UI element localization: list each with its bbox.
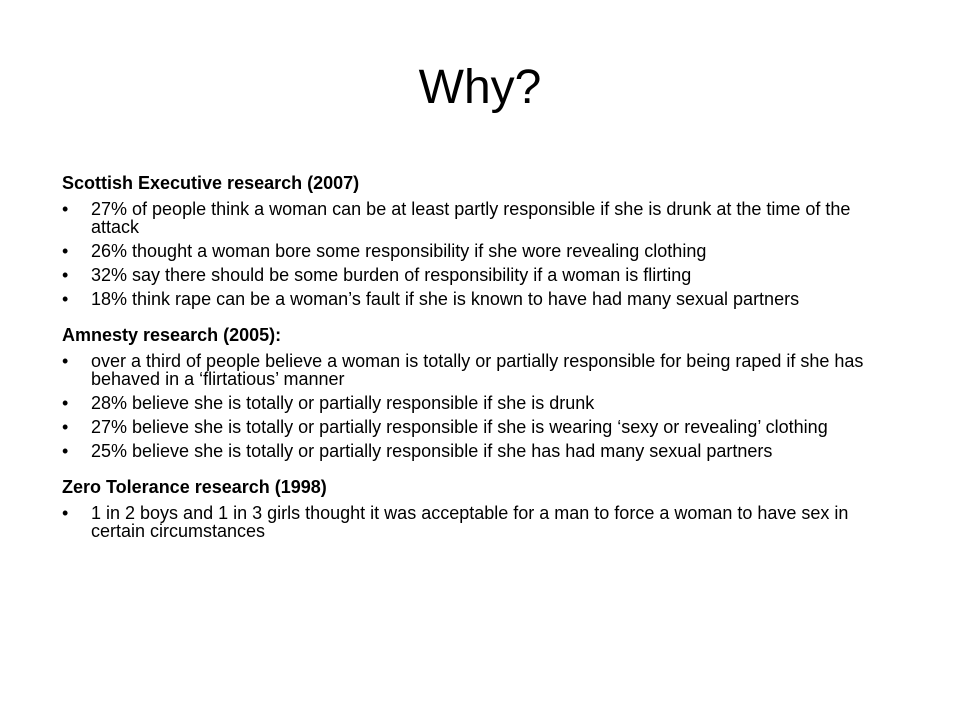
- section-heading: Scottish Executive research (2007): [62, 173, 360, 193]
- section-scottish-executive: [62, 173, 902, 308]
- bullet-icon: •: [62, 241, 69, 261]
- slide-title: Why?: [418, 61, 542, 114]
- bullet-icon: •: [62, 265, 69, 285]
- bullet-item: [62, 352, 902, 388]
- bullet-text: 32% say there should be some burden of responsibility if a woman is flirting: [91, 265, 692, 285]
- bullet-icon: •: [62, 441, 69, 461]
- bullet-text: over a third of people believe a woman is totally or partially responsible for being raped if she has behaved in a ‘flirtatious’ manner: [91, 351, 864, 389]
- bullet-text: 27% believe she is totally or partially responsible if she is wearing ‘sexy or revealing’ clothing: [91, 417, 828, 437]
- bullet-text: 28% believe she is totally or partially responsible if she is drunk: [91, 393, 595, 413]
- section-amnesty: [62, 325, 902, 460]
- bullet-text: 27% of people think a woman can be at least partly responsible if she is drunk at the time of the attack: [91, 199, 851, 237]
- bullet-icon: •: [62, 289, 69, 309]
- bullet-text: 26% thought a woman bore some responsibility if she wore revealing clothing: [91, 241, 707, 261]
- bullet-item: [62, 290, 902, 308]
- bullet-icon: •: [62, 199, 69, 219]
- bullet-list: [62, 504, 902, 540]
- bullet-item: [62, 504, 902, 540]
- bullet-icon: •: [62, 393, 69, 413]
- section-zero-tolerance: [62, 477, 902, 540]
- bullet-item: [62, 442, 902, 460]
- bullet-item: [62, 266, 902, 284]
- bullet-text: 1 in 2 boys and 1 in 3 girls thought it was acceptable for a man to force a woman to have sex in certain circumstances: [91, 503, 849, 541]
- bullet-icon: •: [62, 503, 69, 523]
- bullet-item: [62, 200, 902, 236]
- bullet-list: [62, 352, 902, 460]
- slide-content: [62, 173, 902, 557]
- section-heading: Zero Tolerance research (1998): [62, 477, 327, 497]
- bullet-item: [62, 418, 902, 436]
- bullet-icon: •: [62, 351, 69, 371]
- bullet-item: [62, 242, 902, 260]
- section-heading: Amnesty research (2005):: [62, 325, 282, 345]
- bullet-item: [62, 394, 902, 412]
- bullet-text: 18% think rape can be a woman’s fault if she is known to have had many sexual partners: [91, 289, 800, 309]
- bullet-list: [62, 200, 902, 308]
- bullet-icon: •: [62, 417, 69, 437]
- bullet-text: 25% believe she is totally or partially responsible if she has had many sexual partners: [91, 441, 773, 461]
